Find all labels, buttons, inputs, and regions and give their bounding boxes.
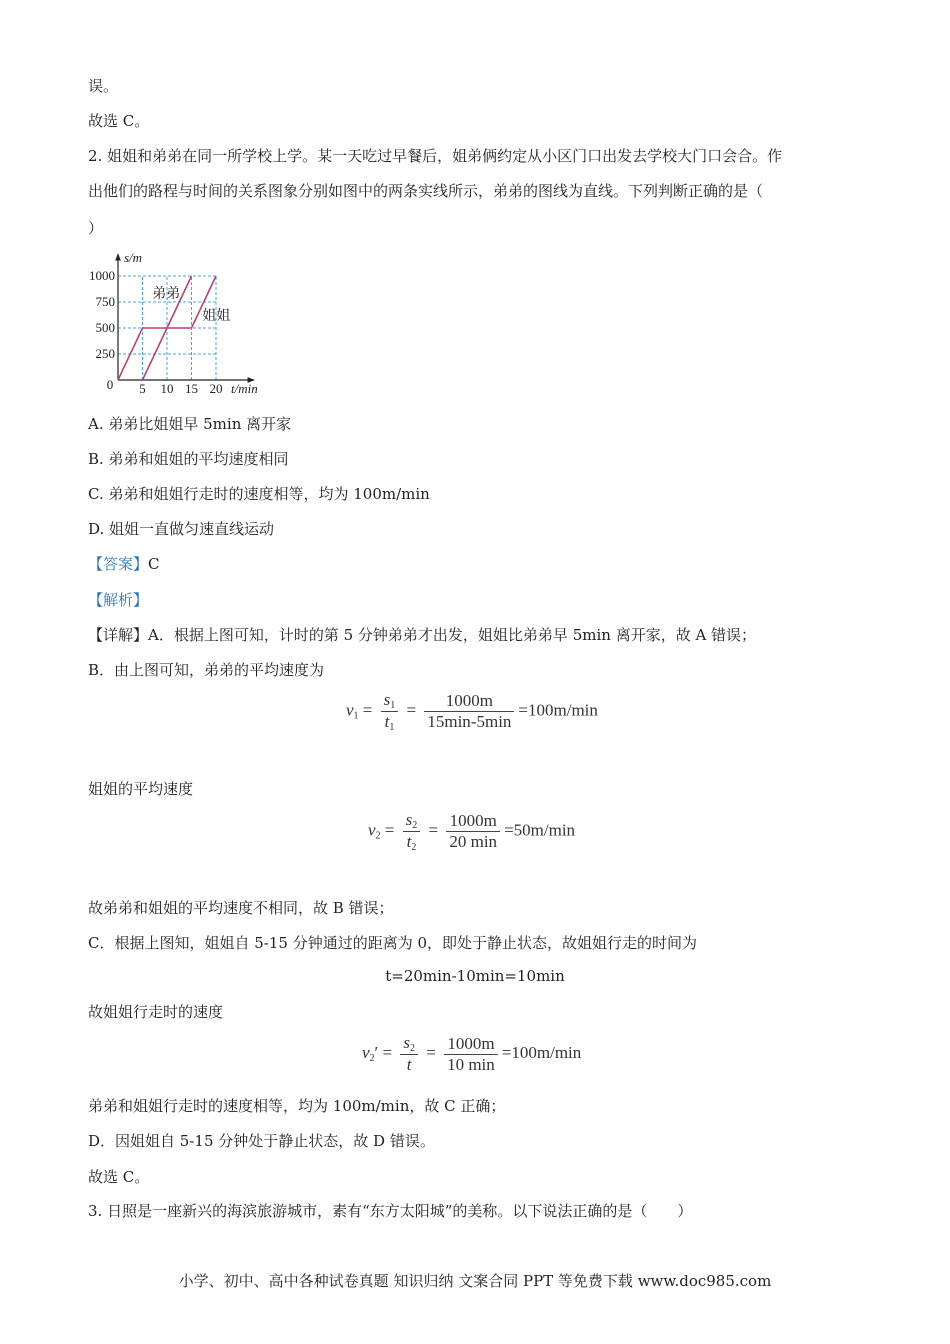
time-equation: t=20min-10min=10min xyxy=(385,967,565,985)
detail-a-text: A．根据上图可知，计时的第 5 分钟弟弟才出发，姐姐比弟弟早 5min 离开家，故 A 错误； xyxy=(148,626,757,644)
detail-tag: 【详解】 xyxy=(88,626,149,644)
distance-time-chart xyxy=(84,244,284,399)
y-tick-label: 750 xyxy=(95,294,115,309)
option-b[interactable]: B. 弟弟和姐姐的平均速度相同 xyxy=(88,450,289,468)
detail-a xyxy=(88,625,756,645)
option-d[interactable]: D. 姐姐一直做匀速直线运动 xyxy=(88,520,275,538)
final-choice: 故选 C。 xyxy=(88,1168,150,1186)
x-tick-label: 20 xyxy=(209,381,223,396)
text-line: 故选 C。 xyxy=(88,112,150,130)
origin-label: 0 xyxy=(106,377,114,392)
chart-axes xyxy=(118,254,254,380)
x-axis-label: t/min xyxy=(231,381,258,396)
question-2-line-3: ） xyxy=(88,219,104,237)
formula-sister-avg-speed: $v_2$ = $\frac{s_2}{t_2}$ = $\frac{1000m}{20 \min}$ =50m/min xyxy=(368,810,576,853)
answer-line xyxy=(88,554,160,574)
answer-value: C xyxy=(148,555,160,573)
y-tick-label: 500 xyxy=(95,320,115,335)
text-line: 误。 xyxy=(88,77,119,95)
x-tick-label: 5 xyxy=(139,381,146,396)
option-c[interactable]: C. 弟弟和姐姐行走时的速度相等，均为 100m/min xyxy=(88,485,430,503)
question-2-line-1: 2. 姐姐和弟弟在同一所学校上学。某一天吃过早餐后，姐弟俩约定从小区门口出发去学校大门口会合。作 xyxy=(88,147,783,165)
x-tick-label: 10 xyxy=(160,381,174,396)
series-label: 姐姐 xyxy=(202,309,231,325)
answer-tag: 【答案】 xyxy=(88,555,149,573)
chart-labels xyxy=(89,250,258,396)
y-axis-label: s/m xyxy=(124,250,143,265)
y-tick-label: 1000 xyxy=(89,268,115,283)
question-2-line-2: 出他们的路程与时间的关系图象分别如图中的两条实线所示，弟弟的图线为直线。下列判断正确的是（ xyxy=(88,182,764,200)
formula-sister-walk-speed: $v_2'$ = $\frac{s_2}{t}$ = $\frac{1000m}{10 \min}$ =100m/min xyxy=(362,1033,582,1074)
footer: 小学、初中、高中各种试卷真题 知识归纳 文案合同 PPT 等免费下载 www.doc985.com xyxy=(178,1272,772,1290)
x-tick-label: 15 xyxy=(185,381,198,396)
y-tick-label: 250 xyxy=(95,346,115,361)
formula-brother-speed: $v_1$ = $\frac{s_1}{t_1}$ = $\frac{1000m}{15\min-5\min}$ =100m/min xyxy=(346,690,598,733)
series-label: 弟弟 xyxy=(152,286,181,302)
b-wrong: 故弟弟和姐姐的平均速度不相同，故 B 错误； xyxy=(88,899,394,917)
detail-c: C．根据上图知，姐姐自 5-15 分钟通过的距离为 0，即处于静止状态，故姐姐行走的时间为 xyxy=(88,934,698,952)
question-3: 3. 日照是一座新兴的海滨旅游城市，素有“东方太阳城”的美称。以下说法正确的是（ ） xyxy=(88,1202,693,1220)
sister-average-label: 姐姐的平均速度 xyxy=(88,780,194,798)
option-a[interactable]: A. 弟弟比姐姐早 5min 离开家 xyxy=(88,415,292,433)
c-right: 弟弟和姐姐行走时的速度相等，均为 100m/min，故 C 正确； xyxy=(88,1097,506,1115)
detail-d: D．因姐姐自 5-15 分钟处于静止状态，故 D 错误。 xyxy=(88,1132,435,1150)
detail-b: B．由上图可知，弟弟的平均速度为 xyxy=(88,661,325,679)
sister-walk-label: 故姐姐行走时的速度 xyxy=(88,1003,224,1021)
analysis-tag: 【解析】 xyxy=(88,591,149,609)
